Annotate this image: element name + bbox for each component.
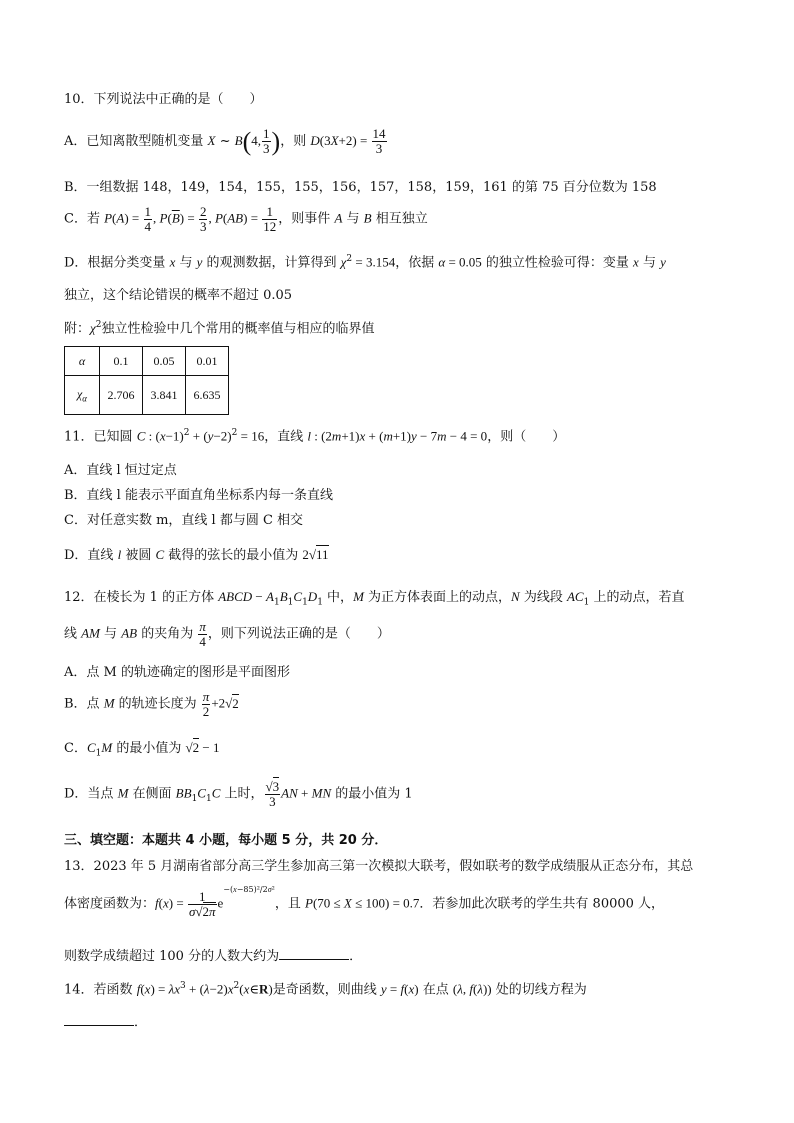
q12-option-a: A．点 M 的轨迹确定的图形是平面图形 <box>64 665 290 680</box>
q11-option-d: D．直线 l 被圆 C 截得的弦长的最小值为 2√11 <box>64 547 329 563</box>
table-cell: 0.01 <box>186 347 229 376</box>
q13-line3: 则数学成绩超过 100 分的人数大约为 ． <box>64 949 363 964</box>
table-cell: 6.635 <box>186 376 229 415</box>
table-cell: 3.841 <box>143 376 186 415</box>
table-cell: $\chi_\alpha$ <box>65 376 100 415</box>
table-cell: 0.1 <box>100 347 143 376</box>
q12-stem-line2: 线 AM 与 AB 的夹角为 $\frac{\pi}{4}$ ，则下列说法正确的是（ ） <box>64 619 390 649</box>
q12-option-d: D．当点 M 在侧面 $BB_1C_1C$ 上时， $\frac{√3}{3}$ AN + MN 的最小值为 1 <box>64 779 413 809</box>
q10-option-c: C．若 P(A) = $\frac{1}{4}$ , $P(\overline{B})$ = $\frac{2}{3}$ , P(AB) = $\frac{1}{12}$ ，则事件 A 与 B 相互独立 <box>64 204 428 234</box>
q10-option-b: B．一组数据 148，149，154，155，155，156，157，158，159，161 的第 75 百分位数为 158 <box>64 180 657 195</box>
q12-option-b: B．点 M 的轨迹长度为 $\frac{\pi}{2}$ +2√2 <box>64 689 239 719</box>
answer-blank[interactable] <box>64 1013 134 1026</box>
table-cell: 2.706 <box>100 376 143 415</box>
q14-line2: ． <box>64 1013 147 1031</box>
answer-blank[interactable] <box>279 947 349 960</box>
q11-option-a: A．直线 l 恒过定点 <box>64 463 177 478</box>
q11-option-b: B．直线 l 能表示平面直角坐标系内每一条直线 <box>64 488 333 503</box>
critical-value-table <box>64 346 229 415</box>
table-cell: α <box>65 347 100 376</box>
q10-option-d-line1: D．根据分类变量 x 与 y 的观测数据，计算得到 $\chi^2 = 3.154$，依据 α = 0.05 的独立性检验可得：变量 x 与 y <box>64 254 666 271</box>
q11-stem: 11．已知圆 C : $(x-1)^2 + (y-2)^2 = 16$，直线 l : (2m+1)x + (m+1)y − 7m − 4 = 0，则（ ） <box>64 428 566 445</box>
q10-option-a: A．已知离散型随机变量 X ~ B(4, $\frac{1}{3}$ )，则 D(3X+2) = $\frac{14}{3}$ <box>64 126 386 157</box>
q13-line1: 13．2023 年 5 月湖南省部分高三学生参加高三第一次模拟大联考，假如联考的数学成绩服从正态分布，其总 <box>64 859 694 874</box>
q11-option-c: C．对任意实数 m，直线 l 都与圆 C 相交 <box>64 513 304 528</box>
q13-line2: 体密度函数为：f(x) = $\frac{1}{\sigma√2\pi}$ $e^{-(x-85)^2/2\sigma^2}$，且 P(70 ≤ X ≤ 100) = 0.7．若参加此次联考的学生共有 80000 人， <box>64 885 665 919</box>
q10-option-d-line2: 独立，这个结论错误的概率不超过 0.05 <box>64 288 293 303</box>
q10-stem: 10．下列说法中正确的是（ ） <box>64 92 263 107</box>
table-row <box>65 376 229 415</box>
table-cell: 0.05 <box>143 347 186 376</box>
section-title: 三、填空题：本题共 4 小题，每小题 5 分，共 20 分． <box>64 833 388 848</box>
q14-line1: 14．若函数 $f(x) = \lambda x^3$ + $(\lambda-2)x^2(x\in R)$是奇函数，则曲线 y = f(x) 在点 (λ, f(λ)) 处的切线方程为 <box>64 981 587 998</box>
q12-stem-line1: 12．在棱长为 1 的正方体 ABCD − $A_1B_1C_1D_1$ 中，M 为正方体表面上的动点，N 为线段 $AC_1$ 上的动点，若直 <box>64 589 685 608</box>
q10-note: 附：$\chi^2$独立性检验中几个常用的概率值与相应的临界值 <box>64 320 375 337</box>
q12-option-c: C．$C_1M$ 的最小值为 √2 − 1 <box>64 740 220 759</box>
table-row <box>65 347 229 376</box>
